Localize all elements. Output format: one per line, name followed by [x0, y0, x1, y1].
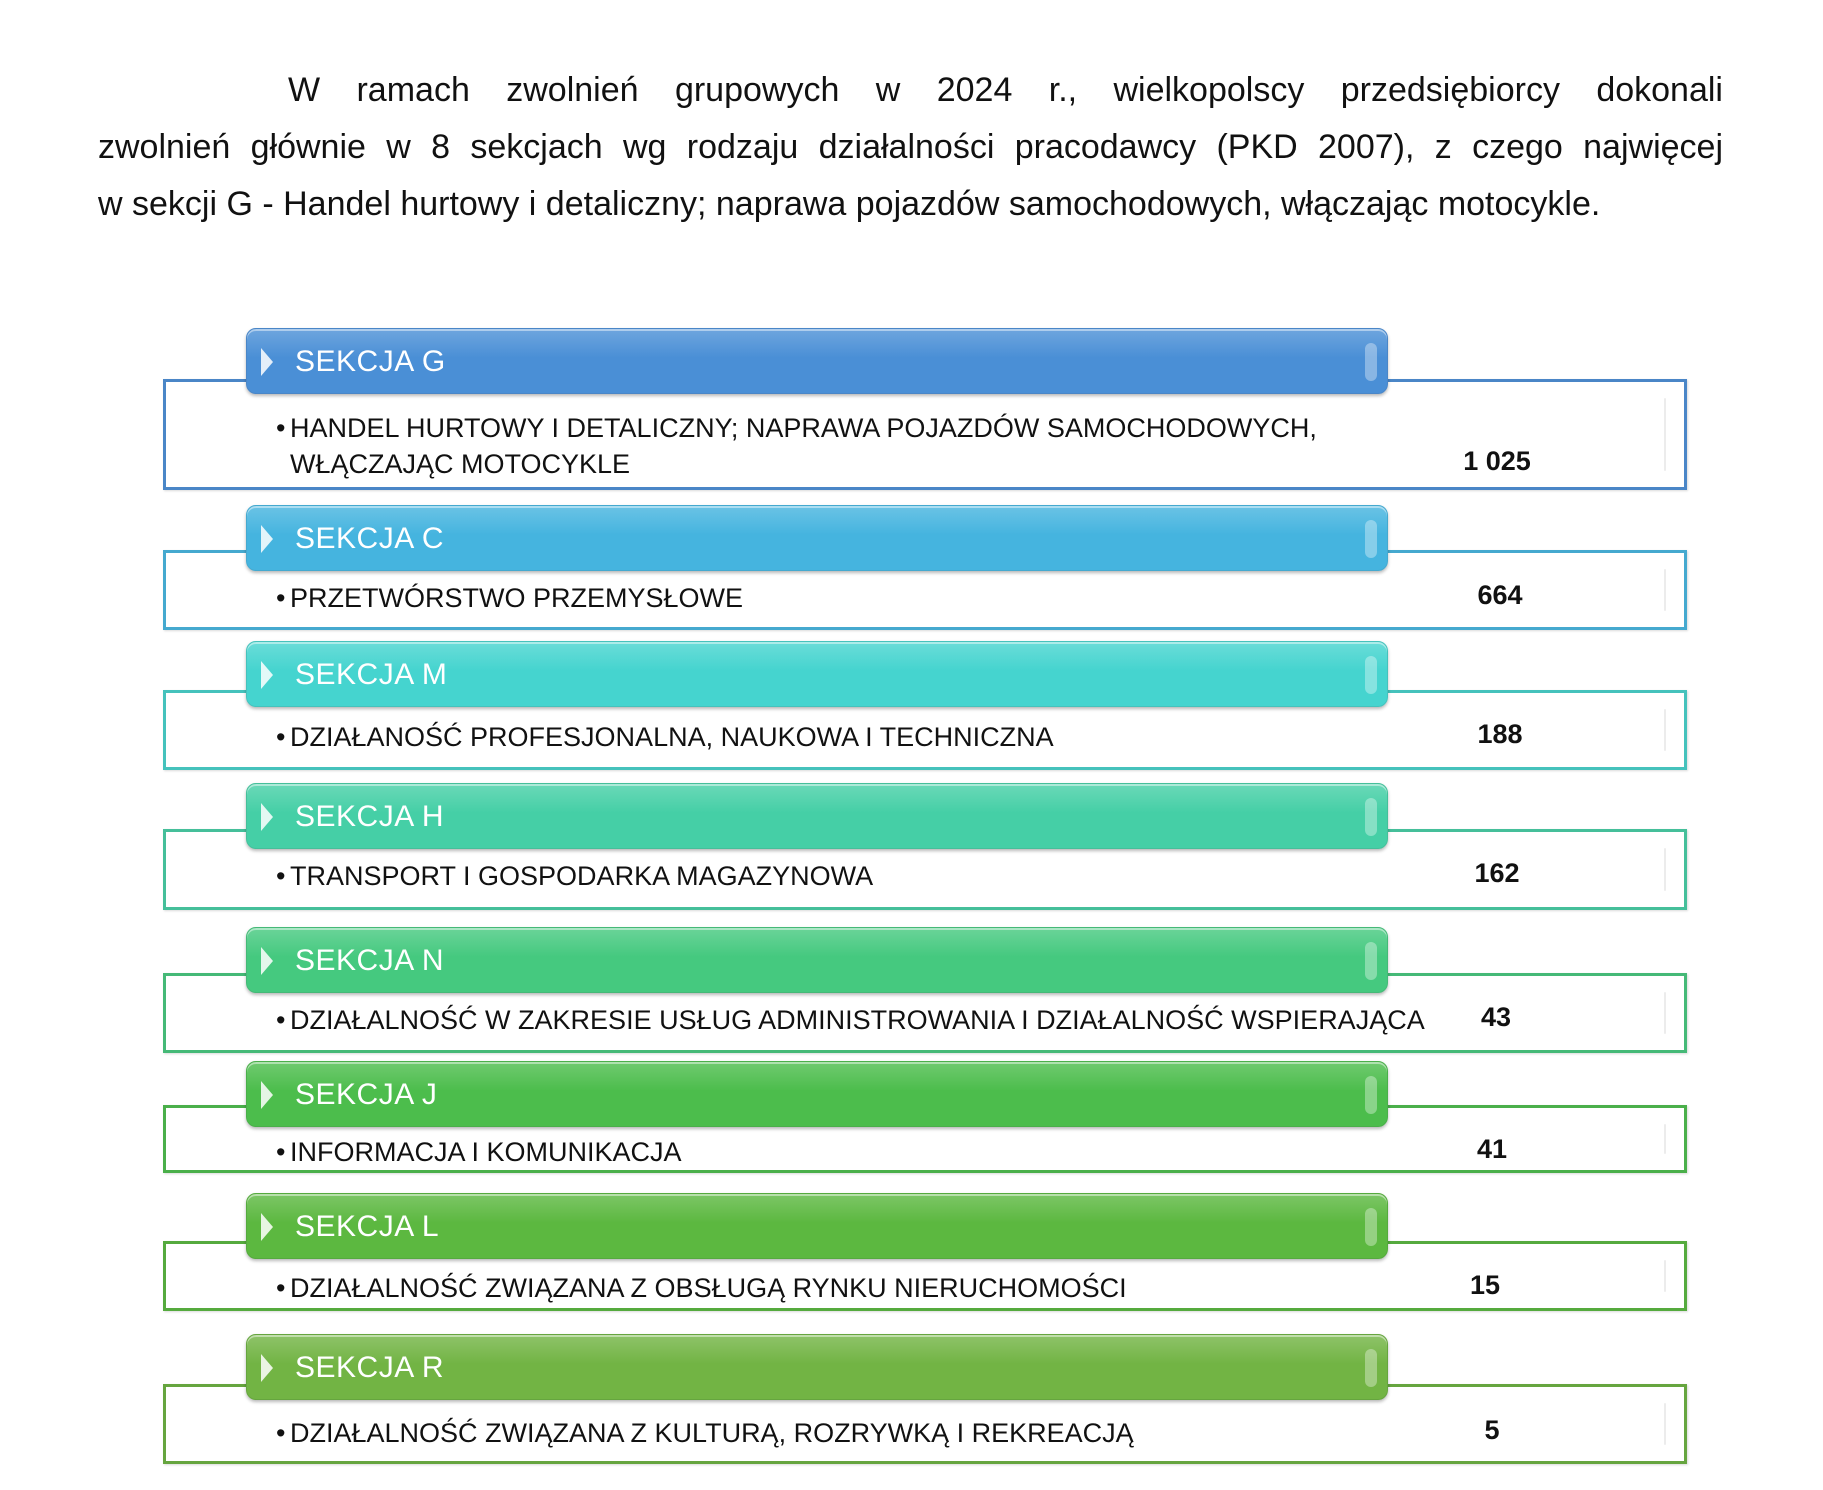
intro-line-1: W ramach zwolnień grupowych w 2024 r., wielkopolscy przedsiębiorcy dokonali	[288, 71, 1723, 109]
intro-line-2: zwolnień głównie w 8 sekcjach wg rodzaju działalności pracodawcy (PKD 2007), z czego najwięcej	[98, 128, 1723, 166]
section-title: SEKCJA C	[295, 522, 445, 555]
chevron-right-icon	[261, 525, 273, 553]
chevron-right-icon	[261, 947, 273, 975]
section-title: SEKCJA G	[295, 345, 446, 378]
section-title: SEKCJA J	[295, 1078, 438, 1111]
chevron-right-icon	[261, 348, 273, 376]
section-g-header	[246, 328, 1388, 394]
section-description: • TRANSPORT I GOSPODARKA MAGAZYNOWA	[276, 861, 874, 891]
section-l-header	[246, 1193, 1388, 1259]
chevron-right-icon	[261, 661, 273, 689]
section-title: SEKCJA H	[295, 800, 445, 833]
section-title: SEKCJA R	[295, 1351, 445, 1384]
chevron-right-icon	[261, 1354, 273, 1382]
section-value: 5	[1484, 1415, 1500, 1445]
section-description: • DZIAŁALNOŚĆ ZWIĄZANA Z OBSŁUGĄ RYNKU NIERUCHOMOŚCI	[276, 1273, 1127, 1303]
section-title: SEKCJA N	[295, 944, 445, 977]
section-value: 188	[1477, 719, 1523, 749]
section-r-header	[246, 1334, 1388, 1400]
section-title: SEKCJA L	[295, 1210, 440, 1243]
section-value: 162	[1474, 858, 1520, 888]
section-description: • DZIAŁALNOŚĆ W ZAKRESIE USŁUG ADMINISTROWANIA I DZIAŁALNOŚĆ WSPIERAJĄCA	[276, 1005, 1425, 1035]
chevron-right-icon	[261, 803, 273, 831]
section-h-header	[246, 783, 1388, 849]
chevron-right-icon	[261, 1081, 273, 1109]
section-value: 43	[1480, 1002, 1512, 1032]
intro-line-3: w sekcji G - Handel hurtowy i detaliczny; naprawa pojazdów samochodowych, włączając motocykle.	[98, 185, 1601, 223]
intro-paragraph	[98, 62, 1723, 233]
section-value: 1 025	[1463, 446, 1531, 476]
section-m-header	[246, 641, 1388, 707]
section-description: • DZIAŁALNOŚĆ ZWIĄZANA Z KULTURĄ, ROZRYWKĄ I REKREACJĄ	[276, 1418, 1134, 1448]
section-j-header	[246, 1061, 1388, 1127]
section-c-header	[246, 505, 1388, 571]
section-description: • HANDEL HURTOWY I DETALICZNY; NAPRAWA POJAZDÓW SAMOCHODOWYCH, WŁĄCZAJĄC MOTOCYKLE	[276, 413, 1317, 479]
section-title: SEKCJA M	[295, 658, 448, 691]
chevron-right-icon	[261, 1213, 273, 1241]
section-value: 41	[1476, 1134, 1508, 1164]
section-n-header	[246, 927, 1388, 993]
section-value: 664	[1477, 580, 1523, 610]
section-description: • INFORMACJA I KOMUNIKACJA	[276, 1137, 682, 1167]
section-description: • PRZETWÓRSTWO PRZEMYSŁOWE	[276, 583, 744, 613]
section-value: 15	[1469, 1270, 1501, 1300]
section-description: • DZIAŁANOŚĆ PROFESJONALNA, NAUKOWA I TECHNICZNA	[276, 722, 1054, 752]
